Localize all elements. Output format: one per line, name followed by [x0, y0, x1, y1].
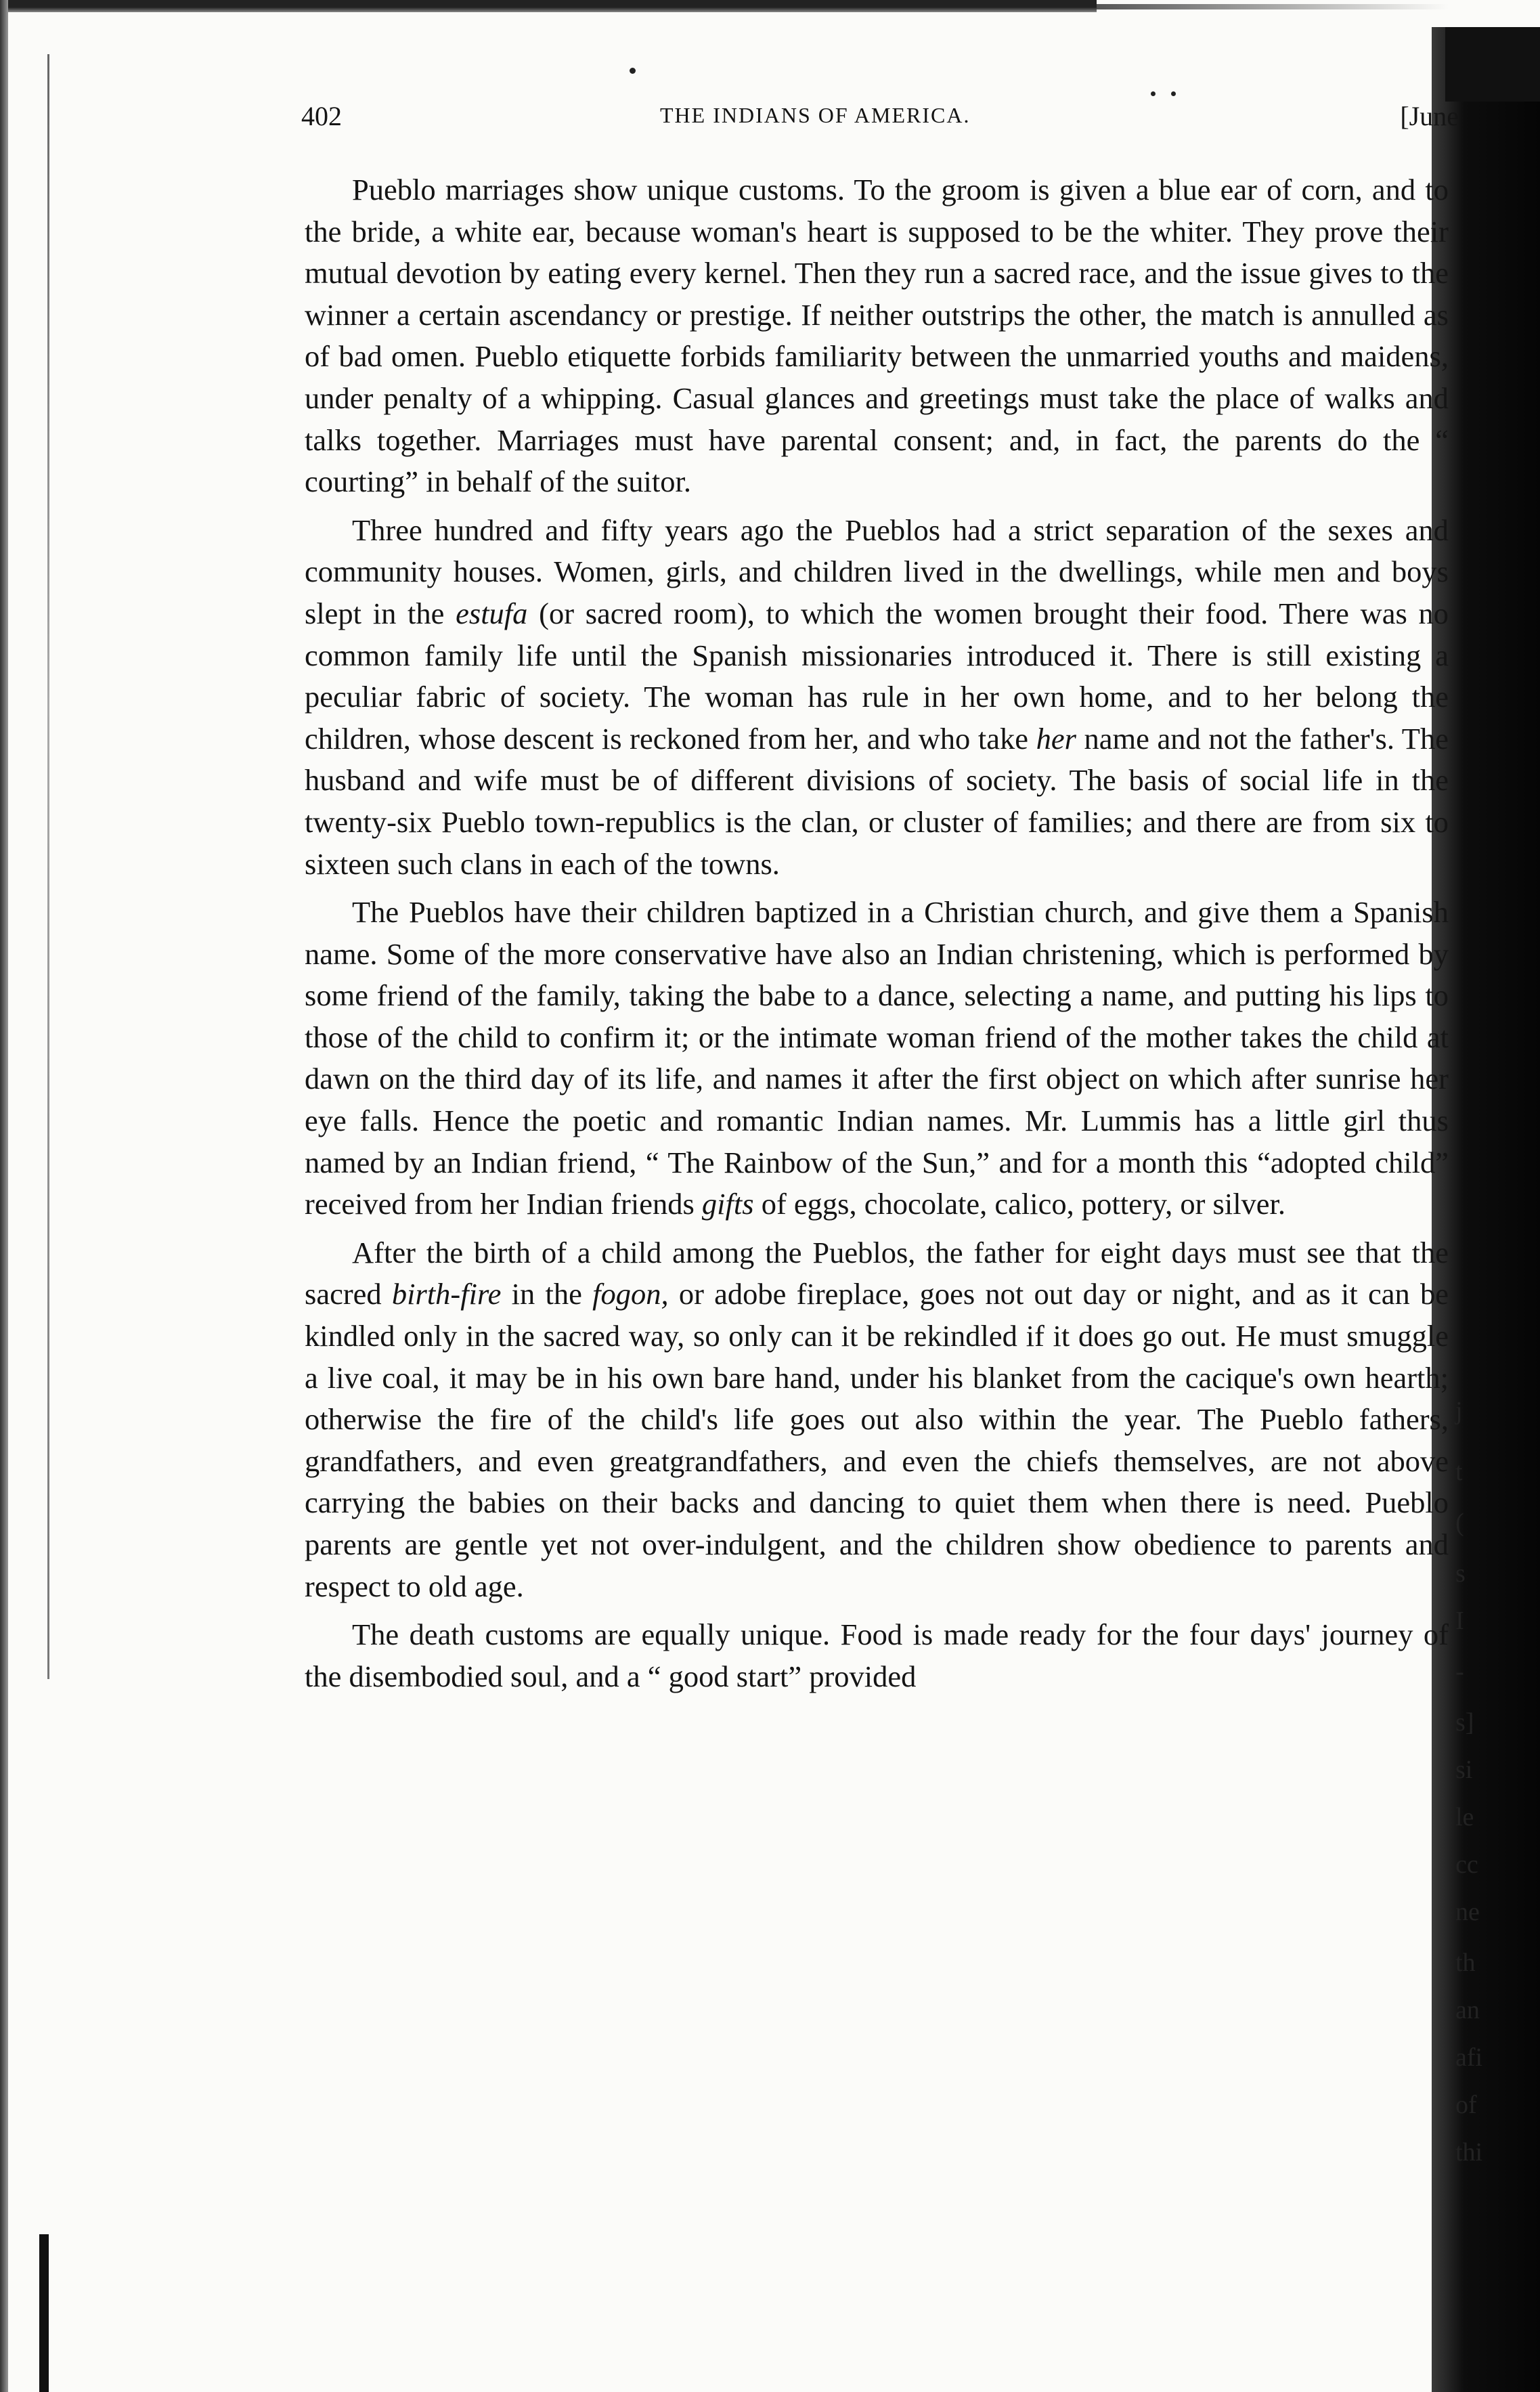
text-run: Pueblo marriages show unique customs. To the groom is given a blue ear of corn, and to the bride, a white ear, because woman's heart is supposed to be the whiter. They prove their mutual devotion by eating every kernel. Then they run a sacred race, and the issue gives to the winner a certain ascendancy or prestige. If neither outstrips the other, the match is annulled as of bad omen. Pueblo etiquette forbids familiarity between the unmarried youths and maidens, under penalty of a whipping. Casual glances and greetings must take the place of walks and talks together. Marriages must have parental consent; and, in fact, the parents do the “ courting” in behalf of the suitor.: [305, 173, 1449, 499]
scan-left-mark: [47, 54, 49, 1679]
running-date: [June: [1400, 101, 1459, 131]
facing-page-fragment: cc: [1455, 1850, 1478, 1879]
facing-page-fragment: I: [1455, 1607, 1464, 1635]
facing-page-fragment: t: [1455, 1458, 1463, 1486]
text-run: (or sacred room), to which the women brought their food. There was no common family life until the Spanish missionaries introduced it. There is still existing a peculiar fabric of society. The woman has rule in her own home, and to her belong the children, whose descent is reckoned from her, and who take: [305, 596, 1449, 756]
scan-left-edge: [0, 0, 8, 2392]
text-run: or adobe fireplace, goes not out day or night, and as it can be kindled only in the sacred way, so only can it be rekindled if it does go out. He must smuggle a live coal, it may be in his own bare hand, under his blanket from the cacique's own hearth; otherwise the fire of the child's life goes out also within the year. The Pueblo fathers, grandfathers, and even greatgrandfathers, and even the chiefs themselves, are not above carrying the babies on their backs and dancing to quiet them when there is need. Pueblo parents are gentle yet not over-indulgent, and the children show obedience to parents and respect to old age.: [305, 1277, 1449, 1603]
italic-term: her: [1036, 721, 1076, 756]
facing-page-fragment: of: [1455, 2091, 1477, 2119]
text-run: The Pueblos have their children baptized in a Christian church, and give them a Spanish name. Some of the more conservative have also an Indian christening, which is performed by some friend of the family, taking the babe to a dance, selecting a name, and putting his lips to those of the child to confirm it; or the intimate woman friend of the mother takes the child at dawn on the third day of its life, and names it after the first object on which after sunrise her eye falls. Hence the poetic and romantic Indian names. Mr. Lummis has a little girl thus named by an Indian friend, “ The Rainbow of the Sun,” and for a month this “adopted child” received from her Indian friends: [305, 895, 1449, 1221]
running-title: THE INDIANS OF AMERICA.: [660, 103, 971, 127]
facing-page-fragment: an: [1455, 1996, 1480, 2024]
scan-speck: [1151, 91, 1156, 96]
facing-page-fragment: th: [1455, 1949, 1476, 1977]
scan-left-mark-lower: [39, 2234, 49, 2392]
facing-page-fragment: afi: [1455, 2043, 1483, 2072]
facing-page-fragment: le: [1455, 1803, 1474, 1831]
paragraph-marriage: [305, 169, 1449, 503]
text-run: of eggs, chocolate, calico, pottery, or silver.: [753, 1187, 1286, 1221]
text-run: in the: [501, 1277, 593, 1311]
scan-top-edge-fade: [1097, 4, 1449, 9]
running-head: [301, 100, 1459, 141]
paragraph-social-structure: [305, 510, 1449, 885]
scan-speck: [1171, 91, 1176, 96]
facing-page-fragment: j: [1455, 1397, 1463, 1425]
page-number: 402: [301, 101, 342, 131]
text-run: Three hundred and fifty years ago the Pueblos had a strict separation of the sexes and community houses. Women, girls, and children lived in the dwellings, while men and boys slept in the: [305, 513, 1449, 630]
facing-page-fragment: (: [1455, 1508, 1464, 1537]
text-run: After the birth of a child among the Pueblos, the father for eight days must see that the sacred: [305, 1235, 1449, 1311]
italic-term: birth-fire: [391, 1277, 502, 1311]
scan-right-edge-top: [1445, 27, 1540, 102]
text-run: name and not the father's. The husband and wife must be of different divisions of society. The basis of social life in the twenty-six Pueblo town-republics is the clan, or cluster of families; and there are from six to sixteen such clans in each of the towns.: [305, 721, 1449, 881]
scan-speck: [630, 68, 636, 74]
italic-term: estufa: [456, 596, 528, 630]
italic-term: fogon,: [592, 1277, 669, 1311]
facing-page-fragment: ne: [1455, 1898, 1480, 1926]
paragraph-death-customs: [305, 1614, 1449, 1697]
body-text: [305, 169, 1449, 1704]
scan-top-edge: [0, 0, 1097, 12]
facing-page-fragment: -: [1455, 1657, 1464, 1686]
paragraph-naming: [305, 892, 1449, 1225]
facing-page-fragment: thi: [1455, 2138, 1483, 2167]
facing-page-fragment: si: [1455, 1756, 1473, 1784]
text-run: The death customs are equally unique. Food is made ready for the four days' journey of the disembodied soul, and a “ good start” provided: [305, 1617, 1449, 1693]
italic-term: gifts: [701, 1187, 754, 1221]
facing-page-fragment: s]: [1455, 1708, 1474, 1737]
paragraph-birth-fire: [305, 1232, 1449, 1607]
facing-page-fragment: s: [1455, 1559, 1466, 1588]
